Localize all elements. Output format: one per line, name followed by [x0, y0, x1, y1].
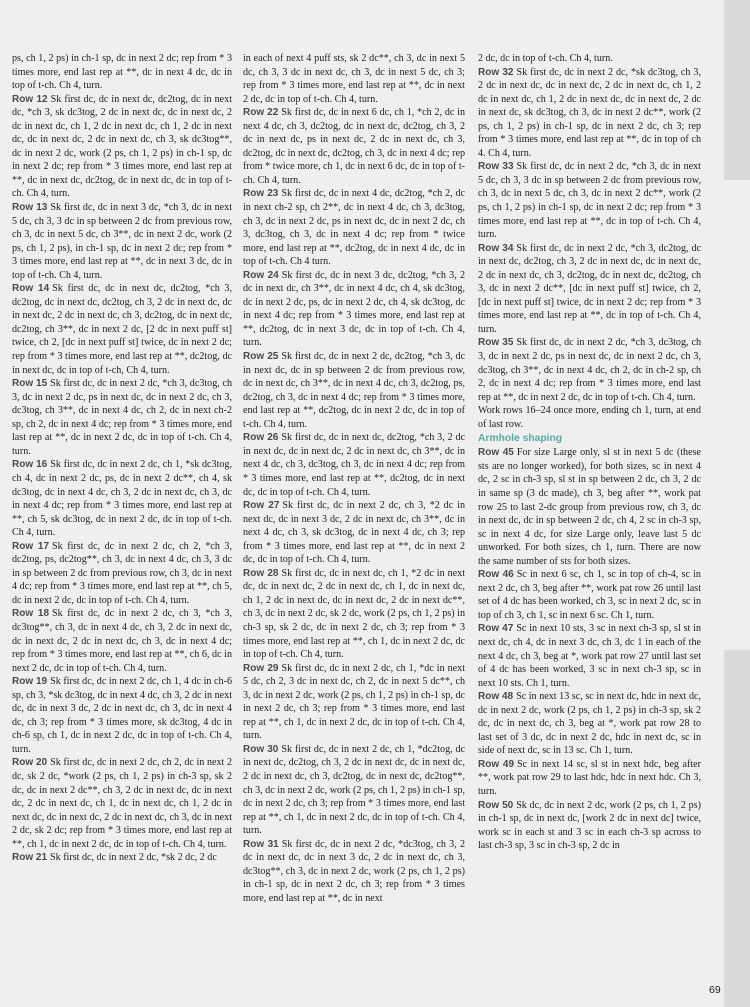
row-label: Row 27 [243, 500, 280, 512]
row-label: Row 50 [478, 799, 514, 811]
row-text: Sk first dc, dc in next 2 dc, ch 2, *ch 3, dc2tog, ps, dc2tog**, ch 3, dc in next 4 dc, ch 3, 3 dc in sp between 2 dc from previous row, ch 3, dc in next 4 dc; rep from * 3 times more, end last rep at **, ch 5, dc in next 2 dc, dc in top of t-ch. Ch 4, turn. [12, 540, 232, 606]
row-instruction [478, 622, 701, 690]
row-text: Sk first dc, dc in next 2 dc, ch 1, *dc2tog, dc in next dc, dc2tog, ch 3, 2 dc in next dc, dc in next dc, 2 dc in next dc, ch 3, dc2tog, dc in next dc, dc2tog**, ch 3, dc in next 2 dc, work (2 ps, ch 1, 2 ps) in ch-1 sp, dc in next 2 dc, ch 3; rep from * 3 times more, end last rep at **, ch 1, dc in next 2 dc, dc in top of t-ch. Ch 4, turn. [243, 743, 465, 837]
row-label: Row 48 [478, 691, 514, 703]
row-text: Sk first dc, dc in next 2 dc, ch 2, dc in next 2 dc, sk 2 dc, *work (2 ps, ch 1, 2 ps) in ch-3 sp, sk 2 dc, dc in next 2 dc**, ch 3, 2 dc in next dc, dc in next dc, 2 dc in next dc, ch 1, dc in next dc, ch 1, 2 dc in next dc, dc in next dc, 2 dc in next dc, ch 3, dc in next 2 dc, sk 2 dc; rep from * 3 times more, end last rep at **, ch 1, dc in next 2 dc, dc in top of t-ch. Ch 4, turn. [12, 757, 232, 850]
row-text: Sk first dc, dc in next 2 dc, *dc3tog, ch 3, 2 dc in next dc, dc in next 3 dc, 2 dc in next dc, ch 3, dc3tog**, ch 3, dc in next 2 dc, work (2 ps, ch 1, 2 ps) in ch-1 sp, dc in next 2 dc, ch 3; rep from * 3 times more, end last rep at **, dc in next [243, 838, 465, 904]
row-instruction [12, 675, 232, 756]
row-label: Row 24 [243, 269, 279, 281]
row-label: Row 16 [12, 459, 48, 471]
row-text: Sk first dc, dc in next 2 dc, ch 1, 4 dc in ch-6 sp, ch 3, *sk dc3tog, dc in next 4 dc, ch 3, 2 dc in next dc, dc in next 3 dc, 2 dc in next dc, ch 3, dc in next 4 dc, ch 3; rep from * 3 times more, sk dc3tog, 4 dc in ch-6 sp, ch 1, dc in next 2 dc, dc in top of t-ch. Ch 4, turn. [12, 676, 232, 755]
row-text: Sk first dc, dc in next 2 dc, *ch 3, dc2tog, dc in next dc, dc2tog, ch 3, 2 dc in next dc, dc in next dc, 2 dc in next dc, ch 3, dc2tog, dc in next dc, dc2tog, ch 3, dc in next 2 dc**, [dc in next puff st] twice, ch 2, [dc in next puff st] twice, dc in next 2 dc; rep from * 3 times more, end last rep at **, dc in top of t-ch. Ch 4, turn. [478, 242, 701, 335]
row-label: Row 18 [12, 608, 50, 620]
row-label: Row 49 [478, 758, 515, 770]
row-instruction [12, 458, 232, 539]
row-text: Sk first dc, dc in next dc, dc2tog, *ch 3, dc2tog, dc in next dc, dc2tog, ch 3, 2 dc in next dc, dc in next dc, 2 dc in next dc, ch 3, dc2tog, dc in next dc, dc2tog, ch 3**, dc in next 2 dc, [2 dc in next puff st] twice, ch 2, [dc in next puff st] twice, dc in next 2 dc; rep from * 3 times more, end last rep at **, dc2tog, dc in next dc, dc in top of t-ch, Ch 4, turn. [12, 283, 232, 376]
instruction-paragraph [243, 52, 465, 106]
row-label: Row 26 [243, 432, 279, 444]
row-instruction [12, 93, 232, 201]
row-label: Row 13 [12, 202, 48, 214]
text-column-3 [478, 52, 701, 957]
row-label: Row 23 [243, 188, 279, 200]
row-instruction [12, 851, 232, 865]
instruction-paragraph [12, 52, 232, 93]
row-text: Sk first dc, dc in next dc, dc2tog, *ch 3, 2 dc in next dc, dc in next dc, 2 dc in next dc, ch 3**, dc in next 4 dc, ch 3, dc3tog, ch 3, dc in next 4 dc; rep from * 3 times more, end last rep at **, dc2tog, dc in next dc, dc in top of t-ch. Ch 4, turn. [243, 432, 465, 498]
row-text: Sk first dc, dc in next 3 dc, *ch 3, dc in next 5 dc, ch 3, 3 dc in sp between 2 dc from previous row, ch 3, dc in next 5 dc, ch 3**, dc in next 2 dc, work (2 ps, ch 1, 2 ps), in ch-1 sp, dc in next 2 dc; rep from * 3 times more, end last rep at **, dc in next 3 dc, dc in top of t-ch. Ch 4, turn. [12, 202, 232, 281]
row-label: Row 21 [12, 852, 48, 864]
row-label: Row 46 [478, 569, 514, 581]
row-text: Sc in next 13 sc, sc in next dc, hdc in next dc, dc in next 2 dc, work (2 ps, ch 1, 2 ps) in ch-3 sp, sk 2 dc, dc in next dc, ch 3, beg at *, work pat row 28 to last set of 3 dc, dc in next 2 dc, hdc in next dc, sc in side of next dc, sc in 13 sc. Ch 1, turn. [478, 691, 701, 757]
row-instruction [12, 756, 232, 851]
row-label: Row 45 [478, 447, 514, 459]
row-text: Sk first dc, dc in next 2 dc, ch 1, *sk dc3tog, ch 4, dc in next 2 dc, ps, dc in next 2 dc**, ch 4, sk dc3tog, dc in next 4 dc, ch 3, 2 dc in next dc, ch 3, dc in next 4 dc; rep from * 3 times more, end last rep at **, ch 5, sk dc3tog, dc in next 2 dc, dc in top of t-ch. Ch 4, turn. [12, 459, 232, 539]
row-instruction [478, 690, 701, 758]
row-text: Sk first dc, dc in next 2 dc, ch 3, *2 dc in next dc, dc in next 3 dc, 2 dc in next dc, ch 3**, dc in next 4 dc, ch 3, sk dc3tog, dc in next 4 dc, ch 3; rep from * 3 times more, end last rep at **, dc in next 2 dc, dc in top of t-ch. Ch 4, turn. [243, 500, 465, 566]
row-label: Row 22 [243, 107, 279, 119]
row-label: Row 29 [243, 662, 279, 674]
row-label: Row 20 [12, 757, 48, 769]
row-text: Sk first dc, dc in next 2 dc, ch 3, *ch 3, dc3tog**, ch 3, dc in next 4 dc, ch 3, 2 dc in next dc, dc in next dc, 2 dc in next dc, ch 3, dc in next 4 dc; rep from * 3 times more, end last rep at **, ch 6, dc in next 2 dc, dc in top of t-ch. Ch 4, turn. [12, 608, 232, 674]
row-label: Row 28 [243, 567, 279, 579]
page-edge-tab-top [724, 0, 750, 180]
row-instruction [12, 607, 232, 675]
row-text: Sk dc, dc in next 2 dc, work (2 ps, ch 1, 2 ps) in ch-1 sp, dc in next dc, [work 2 dc in next dc] twice, work sc in each st and 3 sc in each ch-3 sp across to last ch-3 sp, 3 sc in ch-3 sp, 2 dc in [478, 799, 701, 852]
row-label: Row 15 [12, 378, 48, 390]
row-instruction [243, 743, 465, 838]
row-instruction [12, 377, 232, 458]
row-text: For size Large only, sl st in next 5 dc (these sts are no longer worked), for both sizes, sc in next 4 dc, 2 sc in ch-3 sp, sl st in sp between 2 dc, ch 3, 2 dc in same sp (3 dc made), ch 3, beg after **, work pat row 25 to last 2-dc group from previous row, ch 3, dc in next dc, dc in sp between 2 dc, ch 4, 2 sc in ch-3 sp, sc in next 4 dc, for size Large only, leave last 5 dc unworked. For both sizes, ch 1, turn. There are now the same number of sts for both sizes. [478, 447, 701, 567]
instruction-paragraph [478, 52, 701, 66]
row-instruction [243, 350, 465, 431]
row-text: Sk first dc, dc in next 2 dc, *sk dc3tog, ch 3, 2 dc in next dc, dc in next dc, 2 dc in next dc, ch 1, 2 dc in next dc, ch 1, 2 dc in next dc, dc in next dc, 2 dc in next dc, sk dc3tog, ch 3, dc in next 2 dc**, work (2 ps, ch 1, 2 ps) in ch-1 sp, dc in next 2 dc, ch 3; rep from * 3 times more, end last rep at **, dc in top of ch 4. Ch 4, turn. [478, 66, 701, 159]
row-instruction [243, 187, 465, 268]
row-instruction [243, 431, 465, 499]
row-label: Row 35 [478, 337, 514, 349]
row-text: 2 dc, dc in top of t-ch. Ch 4, turn. [478, 53, 613, 64]
row-instruction [478, 446, 701, 568]
row-text: Sk first dc, dc in next 2 dc, *ch 3, dc in next 5 dc, ch 3, 3 dc in sp between 2 dc from previous row, ch 3, dc in next 5 dc, ch 3, dc in next 2 dc**, work (2 ps, ch 1, 2 ps) in ch-1 sp, dc in next 2 dc; rep from * 3 times more, end last rep at **, dc in top of t-ch. Ch 4, turn. [478, 161, 701, 241]
row-instruction [478, 758, 701, 799]
row-instruction [478, 66, 701, 161]
row-instruction [478, 336, 701, 404]
row-instruction [12, 540, 232, 608]
row-label: Row 47 [478, 623, 514, 635]
row-label: Row 25 [243, 351, 279, 363]
row-instruction [243, 269, 465, 350]
row-text: Sk first dc, dc in next 2 dc, dc2tog, *ch 3, dc in next dc, dc in sp between 2 dc from previous row, dc in next dc, ch 3**, dc in next 4 dc, ch 3, dc2tog, ps, dc2tog, ch 3, dc in next 4 dc; rep from * 3 times more, end last rep at **, dc2tog, dc in next 2 dc, dc in top of t-ch. Ch 4, turn. [243, 351, 465, 430]
row-instruction [478, 160, 701, 241]
row-instruction [12, 201, 232, 282]
row-text: Sk first dc, dc in next 2 dc, *sk 2 dc, 2 dc [50, 852, 217, 864]
row-instruction [478, 799, 701, 853]
instruction-paragraph [478, 404, 701, 431]
row-label: Row 12 [12, 93, 48, 105]
row-text: Sk first dc, dc in next 6 dc, ch 1, *ch 2, dc in next 4 dc, ch 3, dc2tog, dc in next dc, dc2tog, ch 3, 2 dc in next dc, ps in next dc, 2 dc in next dc, ch 3, dc2tog, dc in next dc, dc2tog, ch 3, dc in next 4 dc; rep from * twice more, ch 1, dc in next 6 dc, dc in top of t-ch. Ch 4, turn. [243, 107, 465, 186]
text-column-1 [12, 52, 232, 957]
row-label: Row 17 [12, 540, 50, 552]
row-instruction [243, 499, 465, 567]
row-text: Sk first dc, dc in next 4 dc, dc2tog, *ch 2, dc in next ch-2 sp, ch 2**, dc in next 4 dc, ch 3, dc3tog, ch 3, dc in next 2 dc, ps in next dc, dc in next 2 dc, ch 3, dc3tog, ch 3, dc in next 4 dc; rep from * twice more, end last rep at **, dc2tog, dc in next 4 dc, dc in top of t-ch. Ch 4 turn. [243, 188, 465, 268]
row-instruction [243, 106, 465, 187]
row-label: Row 14 [12, 283, 50, 295]
row-text: ps, ch 1, 2 ps) in ch-1 sp, dc in next 2 dc; rep from * 3 times more, end last rep at **, dc in next 4 dc, dc in top of t-ch. Ch 4, turn. [12, 53, 232, 92]
row-instruction [243, 662, 465, 743]
row-text: Sk first dc, dc in next 2 dc, ch 1, *dc in next 5 dc, ch 2, 3 dc in next dc, ch 2, dc in next 5 dc**, ch 3, dc in next 2 dc, work (2 ps, ch 1, 2 ps) in ch-1 sp, dc in next 2 dc, ch 3; rep from * 3 times more, end last rep at **, ch 1, dc in next 2 dc, dc in top of t-ch. Ch 4, turn. [243, 662, 465, 742]
row-text: Sk first dc, dc in next dc, dc2tog, dc in next dc, *ch 3, sk dc3tog, 2 dc in next dc, dc in next dc, 2 dc in next dc, ch 1, 2 dc in next dc, ch 1, 2 dc in next dc, dc in next dc, 2 dc in next dc, ch 3, sk dc3tog**, dc in next 2 dc, work (2 ps, ch 1, 2 ps) in ch-1 sp, dc in next 2 dc; rep from * 3 times more, end last rep at **, dc in next dc, dc2tog, dc in next dc, dc in top of t-ch. Ch 4, turn. [12, 93, 232, 200]
row-text: Sk first dc, dc in next 2 dc, *ch 3, dc3tog, ch 3, dc in next 2 dc, ps in next dc, dc in next 2 dc, ch 3, dc3tog, ch 3**, dc in next 4 dc, ch 2, dc in ch-2 sp, ch 2, dc in next 4 dc; rep from * 3 times more, end last rep at **, dc in next 2 dc, dc in top of t-ch. Ch 4, turn. [478, 337, 701, 403]
row-label: Row 34 [478, 242, 514, 254]
row-text: Work rows 16–24 once more, ending ch 1, turn, at end of last row. [478, 405, 701, 430]
row-label: Row 32 [478, 66, 514, 78]
row-instruction [243, 838, 465, 906]
row-label: Row 19 [12, 676, 48, 688]
row-label: Row 33 [478, 161, 514, 173]
row-text: Sk first dc, dc in next 2 dc, *ch 3, dc3tog, ch 3, dc in next 2 dc, ps in next dc, dc in next 2 dc, ch 3, dc3tog, ch 3**, dc in next 4 dc, ch 2, dc in next ch-2 sp, ch 2, dc in next 4 dc; rep from * 3 times more, end last rep at **, dc in next 2 dc, dc in top of t-ch. Ch 4, turn. [12, 378, 232, 457]
row-text: Sk first dc, dc in next 3 dc, dc2tog, *ch 3, 2 dc in next dc, ch 3**, dc in next 4 dc, ch 4, sk dc3tog, dc in next 2 dc, ps, dc in next 2 dc, ch 4, sk dc3tog, dc in next 4 dc; rep from * 3 times more, end last rep at **, dc2tog, dc in next 3 dc, dc in top of t-ch. Ch 4, turn. [243, 269, 465, 349]
row-text: in each of next 4 puff sts, sk 2 dc**, ch 3, dc in next 5 dc, ch 3, 3 dc in next dc, ch 3, dc in next 5 dc, ch 3; rep from * 3 times more, end last rep at **, dc in next 2 dc, dc in top of t-ch. Ch 4, turn. [243, 53, 465, 105]
row-instruction [243, 567, 465, 662]
row-label: Row 31 [243, 838, 279, 850]
page-number: 69 [709, 984, 721, 996]
page-edge-tab-bottom [724, 650, 750, 1007]
row-text: Sc in next 6 sc, ch 1, sc in top of ch-4, sc in next 2 dc, ch 3, beg after **, work pat row 26 until last set of 4 dc has been worked, ch 3, sc in next 2 dc, sc in top of ch 3, ch 1, sc in next 6 sc. Ch 1, turn. [478, 569, 701, 621]
row-text: Sc in next 14 sc, sl st in next hdc, beg after **, work pat row 29 to last hdc, hdc in next hdc. Ch 3, turn. [478, 758, 701, 797]
row-label: Row 30 [243, 743, 279, 755]
section-heading: Armhole shaping [478, 433, 563, 445]
row-text: Sk first dc, dc in next dc, ch 1, *2 dc in next dc, dc in next dc, 2 dc in next dc, ch 1, dc in next dc, ch 1, 2 dc in next dc, dc in next dc, 2 dc in next dc**, ch 3, dc in next 2 dc, sk 2 dc, work (2 ps, ch 1, 2 ps) in ch-3 sp, sk 2 dc, dc in next 2 dc, ch 3; rep from * 3 times more, end last rep at **, ch 1, dc in next 2 dc, dc in top of t-ch. Ch 4, turn. [243, 567, 465, 661]
row-text: Sc in next 10 sts, 3 sc in next ch-3 sp, sl st in next dc, ch 4, dc in next 3 dc, ch 3, dc 1 in each of the next 4 dc, ch 3, beg at *, work pat row 27 until last set of 4 dc has been worked, 3 sc in next ch-3 sp, sc in next 10 sts. Ch 1, turn. [478, 623, 701, 689]
text-column-2 [243, 52, 465, 957]
row-instruction [478, 242, 701, 337]
row-instruction [478, 568, 701, 622]
row-instruction [12, 282, 232, 377]
